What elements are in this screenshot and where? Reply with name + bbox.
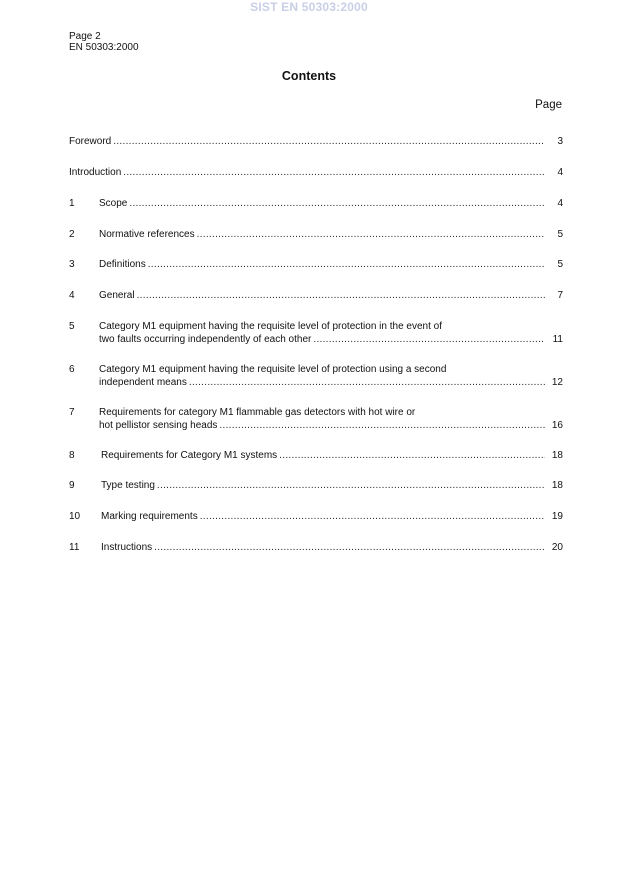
toc-entry-page: 20 [551,542,563,553]
toc-entry-title: General [99,290,135,301]
toc-entry[interactable] [69,289,563,302]
dot-leader [137,289,545,302]
toc-entry-title: Introduction [69,167,122,178]
dot-leader [313,333,545,346]
toc-entry-page: 5 [557,229,563,240]
dot-leader [157,479,545,492]
dot-leader [154,541,545,554]
dot-leader [279,449,545,462]
toc-entry[interactable] [69,320,563,346]
toc-entry-number: 11 [69,542,80,553]
toc-entry[interactable] [69,197,563,210]
page-column-label: Page [535,99,562,111]
document-id: EN 50303:2000 [69,42,139,53]
toc-entry-title: independent means [99,377,187,388]
toc-entry-page: 4 [557,167,563,178]
toc-entry-page: 11 [552,334,563,345]
dot-leader [219,419,545,432]
toc-entry-page: 18 [551,480,563,491]
toc-entry-number: 8 [69,450,75,461]
toc-entry-number: 6 [69,364,75,375]
toc-entry-title: Scope [99,198,128,209]
toc-entry[interactable] [69,363,563,389]
page-header [69,31,139,53]
toc-entry-title: Normative references [99,229,195,240]
toc-entry-number: 7 [69,407,75,418]
dot-leader [189,376,545,389]
dot-leader [148,258,545,271]
watermark: SIST EN 50303:2000 [250,0,368,14]
toc-entry-title: Type testing [101,480,155,491]
toc-entry[interactable] [69,449,563,462]
toc-entry[interactable] [69,166,563,179]
dot-leader [113,135,545,148]
toc-entry-page: 7 [557,290,563,301]
toc-entry-number: 4 [69,290,75,301]
toc-entry-title: Instructions [101,542,153,553]
dot-leader [200,510,545,523]
toc-entry[interactable] [69,228,563,241]
toc-entry-number: 3 [69,259,75,270]
toc-entry-title: Requirements for Category M1 systems [101,450,278,461]
dot-leader [123,166,545,179]
toc-entry-page: 18 [551,450,563,461]
toc-entry-title: Definitions [99,259,146,270]
toc-entry[interactable] [69,510,563,523]
page-number: Page 2 [69,31,101,42]
toc-entry[interactable] [69,541,563,554]
toc-entry-page: 3 [557,136,563,147]
toc-entry-title: Marking requirements [101,511,198,522]
toc-entry-number: 5 [69,321,75,332]
toc-entry-number: 2 [69,229,75,240]
page-title: Contents [281,69,337,83]
toc-entry-number: 9 [69,480,75,491]
toc-entry-number: 1 [69,198,75,209]
dot-leader [197,228,545,241]
toc-entry-page: 4 [557,198,563,209]
toc-entry-title: Category M1 equipment having the requisite level of protection using a second [99,364,447,375]
toc-entry-page: 12 [551,377,563,388]
toc-entry-title: hot pellistor sensing heads [99,420,218,431]
toc-entry-page: 19 [551,511,563,522]
toc-entry-page: 16 [551,420,563,431]
toc-entry-title: Category M1 equipment having the requisite level of protection in the event of [99,321,442,332]
toc-entry[interactable] [69,479,563,492]
toc-entry-title: Requirements for category M1 flammable gas detectors with hot wire or [99,407,416,418]
toc-entry[interactable] [69,135,563,148]
toc-entry-title: Foreword [69,136,112,147]
toc-entry[interactable] [69,258,563,271]
toc-entry-number: 10 [69,511,81,522]
dot-leader [129,197,545,210]
toc-entry-title: two faults occurring independently of each other [99,334,312,345]
toc-entry-page: 5 [557,259,563,270]
toc-entry[interactable] [69,406,563,432]
